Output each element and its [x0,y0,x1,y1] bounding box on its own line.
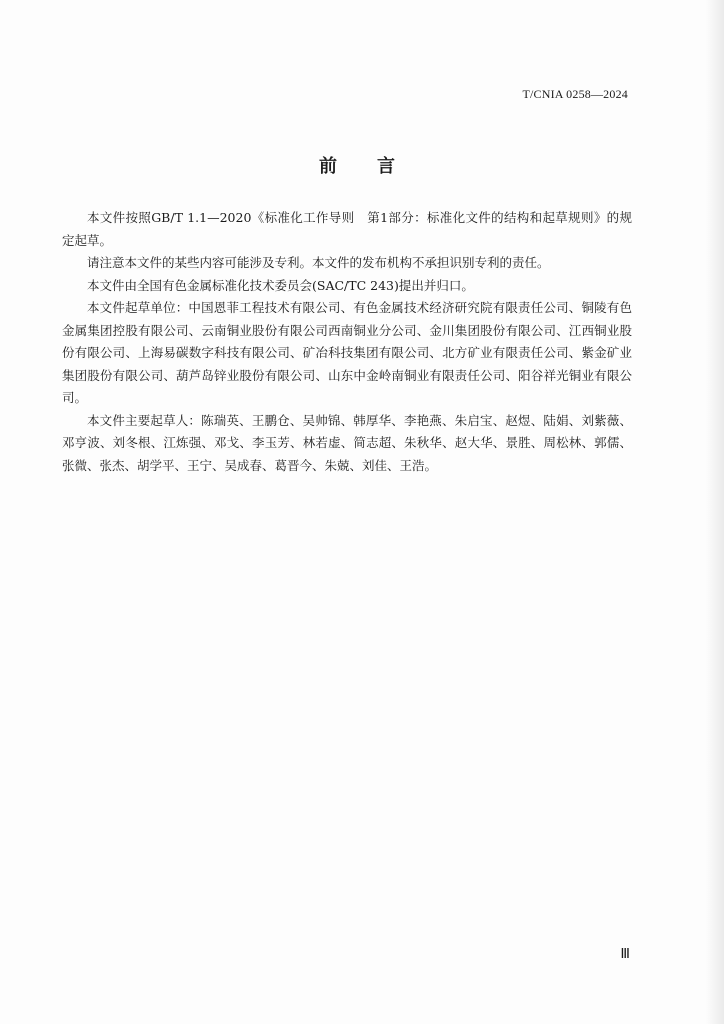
paragraph-patent-notice: 请注意本文件的某些内容可能涉及专利。本文件的发布机构不承担识别专利的责任。 [87,255,550,270]
document-body [62,207,632,477]
page-number: Ⅲ [620,947,630,962]
document-code: T/CNIA 0258—2024 [522,87,628,101]
paragraph-proposer: 本文件由全国有色金属标准化技术委员会(SAC/TC 243)提出并归口。 [87,277,474,293]
paragraph-drafters: 本文件主要起草人：陈瑞英、王鹏仓、吴帅锦、韩厚华、李艳燕、朱启宝、赵煜、陆娟、刘紫薇、邓亨波、刘冬根、江炼强、邓戈、李玉芳、林若虚、简志超、朱秋华、赵大华、景胜、周松林、郭儒、张微、张杰、胡学平、王宁、吴成春、葛晋今、朱兢、刘佳、王浩。 [62,412,632,473]
paragraph-drafting-rules: 本文件按照GB/T 1.1—2020《标准化工作导则 第1部分：标准化文件的结构和起草规则》的规定起草。 [62,210,632,248]
page-title: 前言 [319,156,435,177]
paragraph-drafting-units: 本文件起草单位：中国恩菲工程技术有限公司、有色金属技术经济研究院有限责任公司、铜陵有色金属集团控股有限公司、云南铜业股份有限公司西南铜业分公司、金川集团股份有限公司、江西铜业股份有限公司、上海易碳数字科技有限公司、矿冶科技集团有限公司、北方矿业有限责任公司、紫金矿业集团股份有限公司、葫芦岛锌业股份有限公司、山东中金岭南铜业有限责任公司、阳谷祥光铜业有限公司。 [62,300,632,405]
